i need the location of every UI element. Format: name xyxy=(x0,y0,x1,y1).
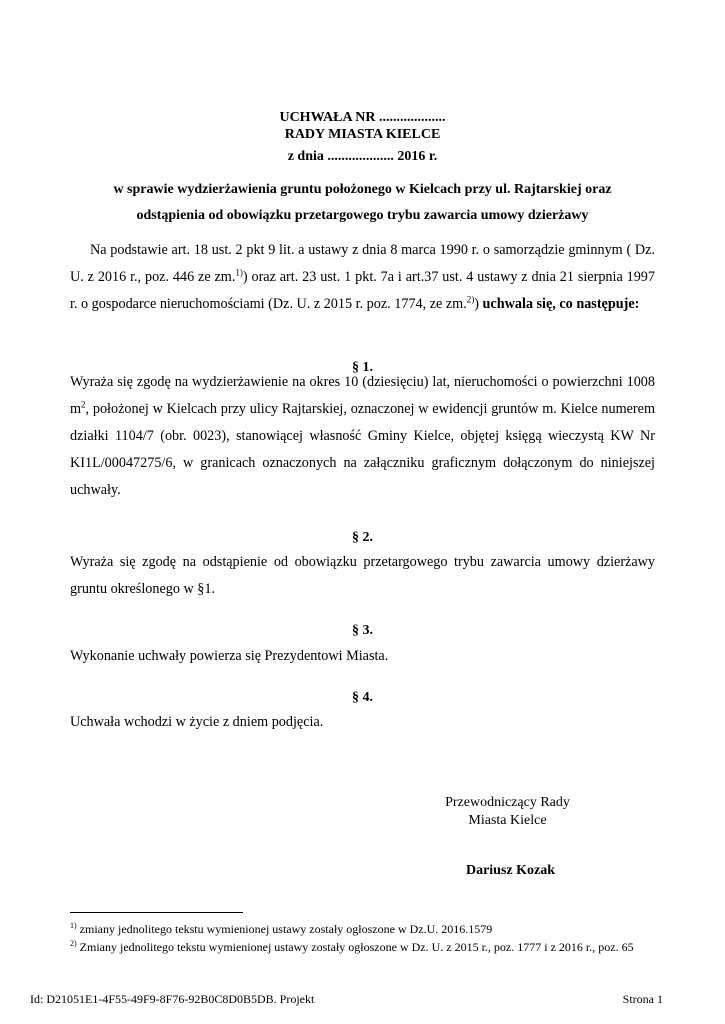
page-number: Strona 1 xyxy=(622,992,663,1006)
section-4-text: Uchwała wchodzi w życie z dniem podjęcia. xyxy=(70,714,324,730)
footnote-separator xyxy=(70,912,243,913)
footnote-1: $^{1)}$ zmiany jednolitego tekstu wymienionej ustawy zostały ogłoszone w Dz.U. 2016.1579 xyxy=(70,921,493,936)
subject-line-2: odstąpienia od obowiązku przetargowego trybu zawarcia umowy dzierżawy xyxy=(136,208,589,223)
section-2-heading: § 2. xyxy=(352,530,373,545)
resolution-number: UCHWAŁA NR ................... xyxy=(279,110,446,125)
section-4-heading: § 4. xyxy=(352,690,373,705)
section-1-text: Wyraża się zgodę na wydzierżawienie na okres 10 (dziesięciu) lat, nieruchomości o powierzchni 1008 $m^2$, położonej w Kielcach przy ulicy Rajtarskiej, oznaczonej w ewidencji gruntów m. Kielce numerem działki 1104/7 (obr. 0023), stanowiącej własność Gminy Kielce, objętej księgą wieczystą KW Nr KI1L/00047275/6, w granicach oznaczonych na załączniku graficznym dołączonym do niniejszej uchwały. xyxy=(70,374,655,498)
section-2-text: Wyraża się zgodę na odstąpienie od obowiązku przetargowego trybu zawarcia umowy dzierżawy gruntu określonego w §1. xyxy=(70,554,655,597)
signatory-name: Dariusz Kozak xyxy=(465,863,556,878)
council-name: RADY MIASTA KIELCE xyxy=(284,127,441,142)
section-3-text: Wykonanie uchwały powierza się Prezydentowi Miasta. xyxy=(70,648,389,664)
document-id: Id: D21051E1-4F55-49F9-8F76-92B0C8D0B5DB. Projekt xyxy=(30,992,315,1006)
section-3-heading: § 3. xyxy=(352,623,373,638)
section-1-heading: § 1. xyxy=(352,360,373,375)
resolves-statement: uchwala się, co następuje: xyxy=(482,296,640,312)
signature-title-1: Przewodniczący Rady xyxy=(445,795,570,810)
resolution-date: z dnia ................... 2016 r. xyxy=(287,149,438,164)
signature-title-2: Miasta Kielce xyxy=(468,813,547,828)
preamble: Na podstawie art. 18 ust. 2 pkt 9 lit. a ustawy z dnia 8 marca 1990 r. o samorządzie gminnym ( Dz. U. z 2016 r., poz. 446 ze zm.$^{1)}$) oraz art. 23 ust. 1 pkt. 7a i art.37 ust. 4 ustawy z dnia 21 sierpnia 1997 r. o gospodarce nieruchomościami (Dz. U. z 2015 r. poz. 1774, ze zm.$^{2)}$) uchwala się, co następuje: xyxy=(70,242,655,312)
subject-line-1: w sprawie wydzierżawienia gruntu położonego w Kielcach przy ul. Rajtarskiej oraz xyxy=(113,182,612,197)
footnote-2: $^{2)}$ Zmiany jednolitego tekstu wymienionej ustawy zostały ogłoszone w Dz. U. z 2015 r., poz. 1777 i z 2016 r., poz. 65 xyxy=(70,939,634,954)
